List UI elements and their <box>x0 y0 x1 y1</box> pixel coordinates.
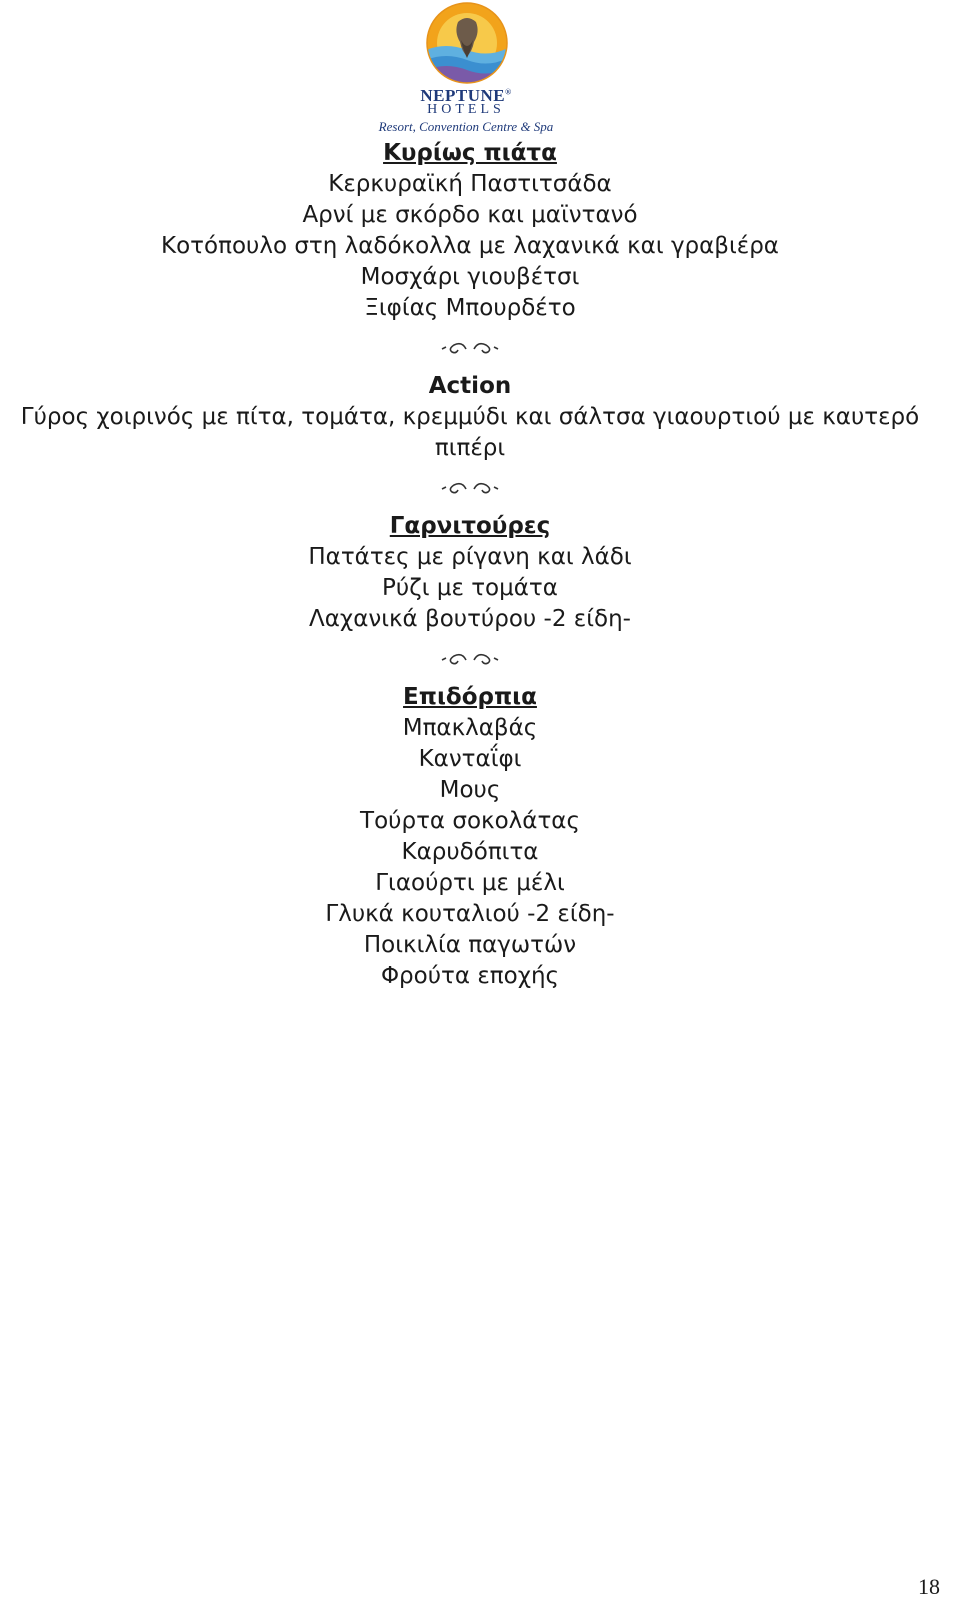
section-heading: Γαρνιτούρες <box>389 513 551 539</box>
menu-item: Αρνί με σκόρδο και μαϊντανό <box>302 202 638 228</box>
neptune-emblem-icon <box>426 2 508 84</box>
scroll-ornament-icon <box>0 635 940 682</box>
menu-item: Φρούτα εποχής <box>380 963 560 989</box>
section-main-courses <box>0 138 940 324</box>
menu-item: Ρύζι με τομάτα <box>382 575 558 601</box>
neptune-hotels-logo <box>366 2 566 138</box>
section-heading: Action <box>428 373 512 399</box>
menu-item: Μοσχάρι γιουβέτσι <box>360 264 580 290</box>
menu-item: Πατάτες με ρίγανη και λάδι <box>308 544 632 570</box>
menu-item: Γύρος χοιρινός με πίτα, τομάτα, κρεμμύδι και σάλτσα γιαουρτιού με καυτερό πιπέρι <box>20 404 920 461</box>
menu-item: Κερκυραϊκή Παστιτσάδα <box>328 171 612 197</box>
page-number: 18 <box>918 1574 940 1599</box>
logo-hotels-label: HOTELS <box>427 102 505 117</box>
menu-item: Μπακλαβάς <box>402 715 538 741</box>
menu-content <box>0 138 940 992</box>
scroll-ornament-icon <box>0 324 940 371</box>
menu-item: Κοτόπουλο στη λαδόκολλα με λαχανικά και γραβιέρα <box>161 233 779 259</box>
logo-brand-name: NEPTUNE® <box>420 86 512 105</box>
section-action <box>0 371 940 464</box>
logo-tagline: Resort, Convention Centre & Spa <box>378 119 554 134</box>
menu-item: Ξιφίας Μπουρδέτο <box>364 295 576 321</box>
section-side-dishes <box>0 511 940 635</box>
menu-item: Γιαούρτι με μέλι <box>375 870 565 896</box>
menu-item: Τούρτα σοκολάτας <box>360 808 580 834</box>
menu-item: Κανταΐφι <box>418 746 522 772</box>
section-heading: Κυρίως πιάτα <box>383 140 557 166</box>
section-heading: Επιδόρπια <box>403 684 537 710</box>
scroll-ornament-icon <box>0 464 940 511</box>
menu-item: Λαχανικά βουτύρου -2 είδη- <box>309 606 631 632</box>
menu-item: Ποικιλία παγωτών <box>363 932 577 958</box>
menu-item: Γλυκά κουταλιού -2 είδη- <box>325 901 615 927</box>
menu-item: Μους <box>439 777 501 803</box>
menu-item: Καρυδόπιτα <box>401 839 539 865</box>
section-desserts <box>0 682 940 992</box>
